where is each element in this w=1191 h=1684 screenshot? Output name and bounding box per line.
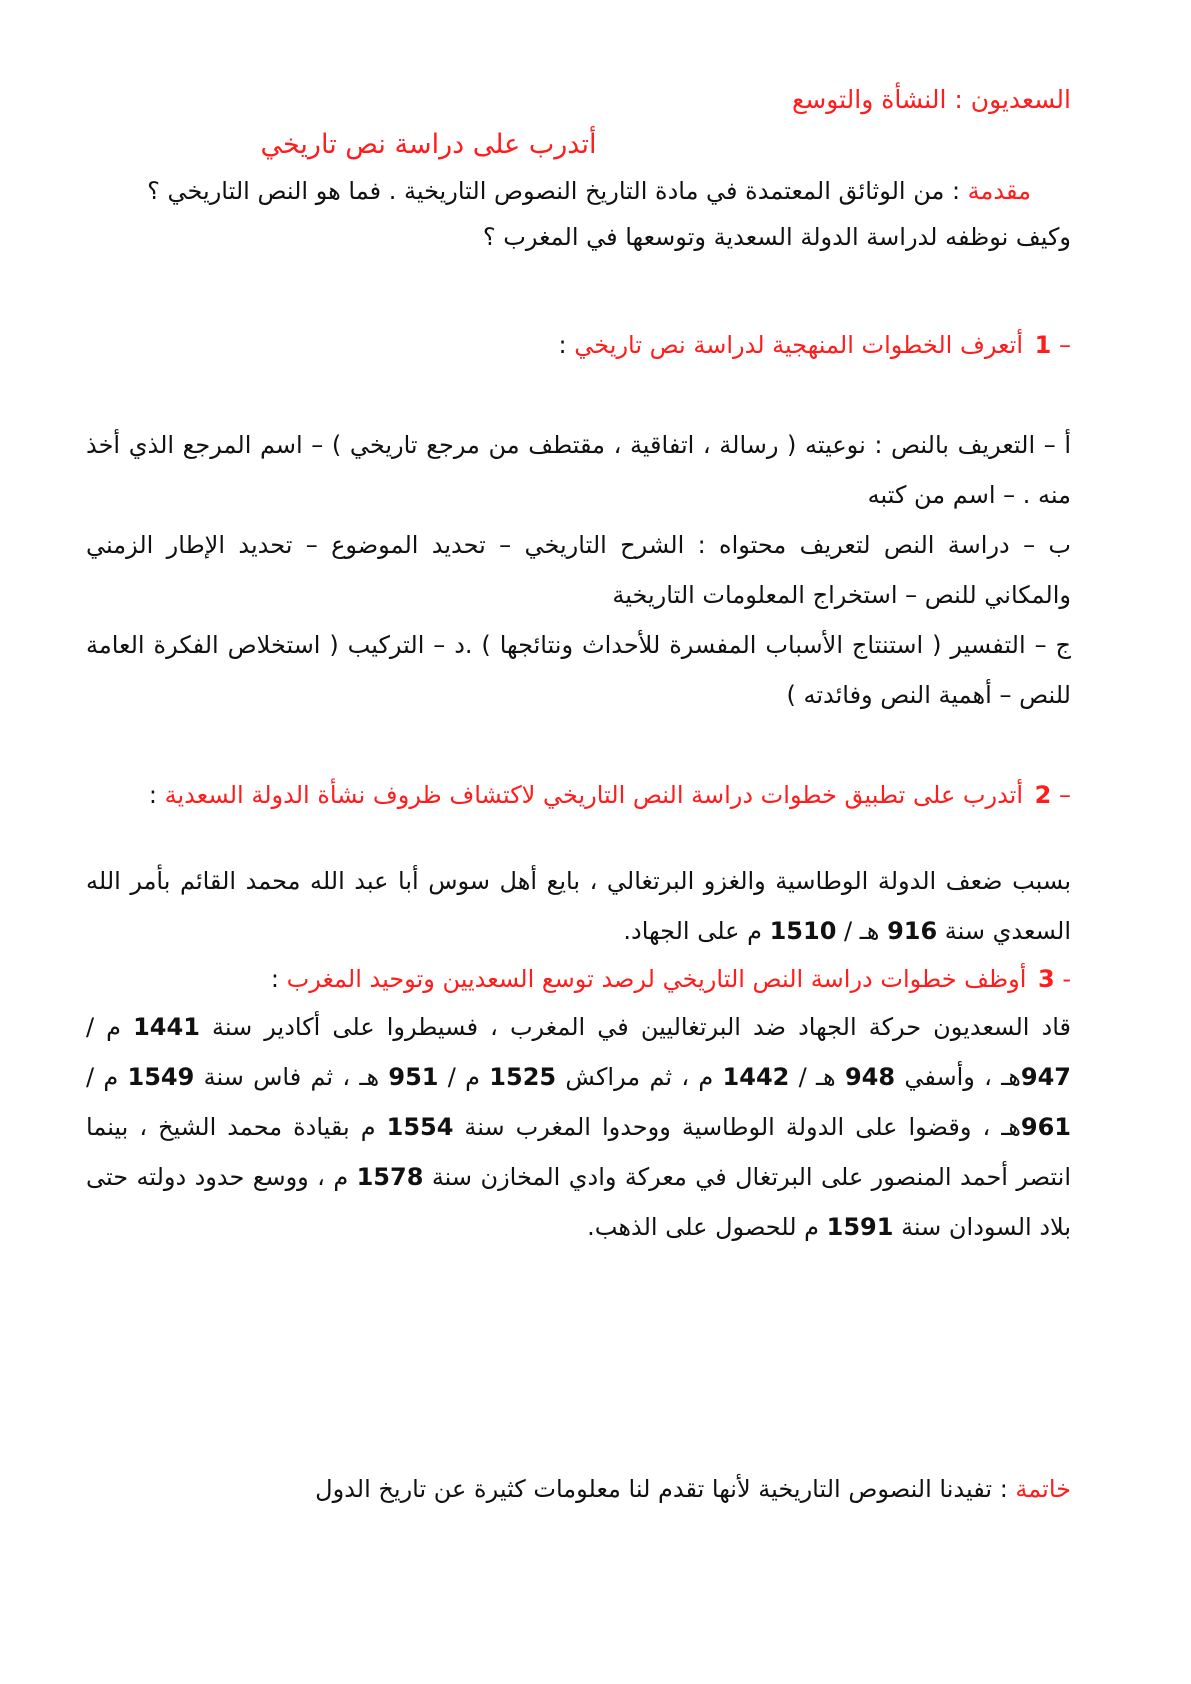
- section-1-number: 1: [1034, 331, 1052, 359]
- intro-line-2: وكيف نوظفه لدراسة الدولة السعدية وتوسعها في المغرب ؟: [482, 223, 1071, 251]
- year-hijri: 916: [887, 917, 938, 945]
- intro-text-1: : من الوثائق المعتمدة في مادة التاريخ النصوص التاريخية . فما هو النص التاريخي ؟: [147, 177, 968, 205]
- section-3-text: م /: [86, 1063, 128, 1091]
- year-number: 947: [1020, 1063, 1071, 1091]
- spacer: [86, 368, 1071, 420]
- year-number: 1549: [127, 1063, 195, 1091]
- spacer: [86, 818, 1071, 856]
- year-number: 951: [388, 1063, 439, 1091]
- year-number: 961: [1020, 1113, 1072, 1141]
- section-2-dash: –: [1051, 781, 1071, 809]
- step-b: ب – دراسة النص لتعريف محتواه : الشرح التاريخي – تحديد الموضوع – تحديد الإطار الزمني والمكاني للنص – استخراج المعلومات التاريخية: [86, 531, 1071, 609]
- section-3-dash: -: [1054, 965, 1071, 993]
- section-2-heading: [86, 772, 1071, 818]
- section-3-text: هـ ، ثم فاس سنة: [194, 1063, 389, 1091]
- section-3-text: م للحصول على الذهب.: [587, 1213, 827, 1241]
- section-1-heading: [86, 322, 1071, 368]
- section-1-colon: :: [558, 331, 575, 359]
- section-2-text: بسبب ضعف الدولة الوطاسية والغزو البرتغالي ، بايع أهل سوس أبا عبد الله محمد القائم بأمر الله السعدي سنة: [86, 867, 1071, 945]
- section-1-title: أتعرف الخطوات المنهجية لدراسة نص تاريخي: [574, 331, 1031, 359]
- document-subtitle: أتدرب على دراسة نص تاريخي: [260, 129, 597, 160]
- section-3-text: م ، ثم مراكش: [556, 1063, 723, 1091]
- section-2-text: هـ /: [836, 917, 888, 945]
- section-3-text: م /: [86, 1013, 134, 1041]
- section-2-number: 2: [1034, 781, 1052, 809]
- year-number: 948: [844, 1063, 896, 1091]
- section-3-colon: :: [270, 965, 287, 993]
- section-2-text: م على الجهاد.: [623, 917, 770, 945]
- section-2-colon: :: [148, 781, 165, 809]
- section-3-text: م بقيادة محمد الشيخ ، بينما انتصر أحمد المنصور على البرتغال في معركة وادي المخازن سنة: [86, 1113, 1071, 1191]
- section-2-title: أتدرب على تطبيق خطوات دراسة النص التاريخي لاكتشاف ظروف نشأة الدولة السعدية: [164, 781, 1031, 809]
- conclusion-line: [86, 1466, 1071, 1512]
- intro-label: مقدمة: [967, 177, 1031, 205]
- spacer: [86, 1252, 1071, 1466]
- section-3-text: م ، ووسع حدود دولته حتى بلاد السودان سنة: [86, 1163, 1071, 1241]
- section-3-heading: [86, 956, 1071, 1002]
- document-title: السعديون : النشأة والتوسع: [791, 85, 1071, 114]
- step-a: أ – التعريف بالنص : نوعيته ( رسالة ، اتفاقية ، مقتطف من مرجع تاريخي ) – اسم المرجع الذي أخذ منه . – اسم من كتبه: [86, 431, 1071, 509]
- section-3-text: م /: [438, 1063, 490, 1091]
- year-number: 1442: [722, 1063, 790, 1091]
- spacer: [86, 720, 1071, 772]
- spacer: [86, 260, 1071, 322]
- section-3-text: هـ ، وأسفي: [895, 1063, 1021, 1091]
- section-3-paragraph: [86, 1002, 1071, 1252]
- section-1-dash: –: [1051, 331, 1071, 359]
- year-number: 1441: [133, 1013, 200, 1041]
- section-3-text: قاد السعديون حركة الجهاد ضد البرتغاليين في المغرب ، فسيطروا على أكادير سنة: [199, 1013, 1071, 1041]
- section-3-text: هـ ، وقضوا على الدولة الوطاسية ووحدوا المغرب سنة: [453, 1113, 1021, 1141]
- step-c: ج – التفسير ( استنتاج الأسباب المفسرة للأحداث ونتائجها ) .د – التركيب ( استخلاص الفكرة العامة للنص – أهمية النص وفائدته ): [86, 631, 1071, 709]
- year-number: 1525: [489, 1063, 557, 1091]
- section-3-text: هـ /: [789, 1063, 845, 1091]
- section-3-title: أوظف خطوات دراسة النص التاريخي لرصد توسع السعديين وتوحيد المغرب: [286, 965, 1034, 993]
- intro-line-1: [86, 168, 1071, 214]
- section-3-number: 3: [1038, 965, 1055, 993]
- year-gregorian: 1510: [769, 917, 837, 945]
- year-number: 1554: [386, 1113, 454, 1141]
- section-2-paragraph: [86, 856, 1071, 956]
- year-number: 1591: [826, 1213, 894, 1241]
- conclusion-text: : تفيدنا النصوص التاريخية لأنها تقدم لنا معلومات كثيرة عن تاريخ الدول: [315, 1475, 1016, 1503]
- conclusion-label: خاتمة: [1015, 1475, 1071, 1503]
- year-number: 1578: [356, 1163, 424, 1191]
